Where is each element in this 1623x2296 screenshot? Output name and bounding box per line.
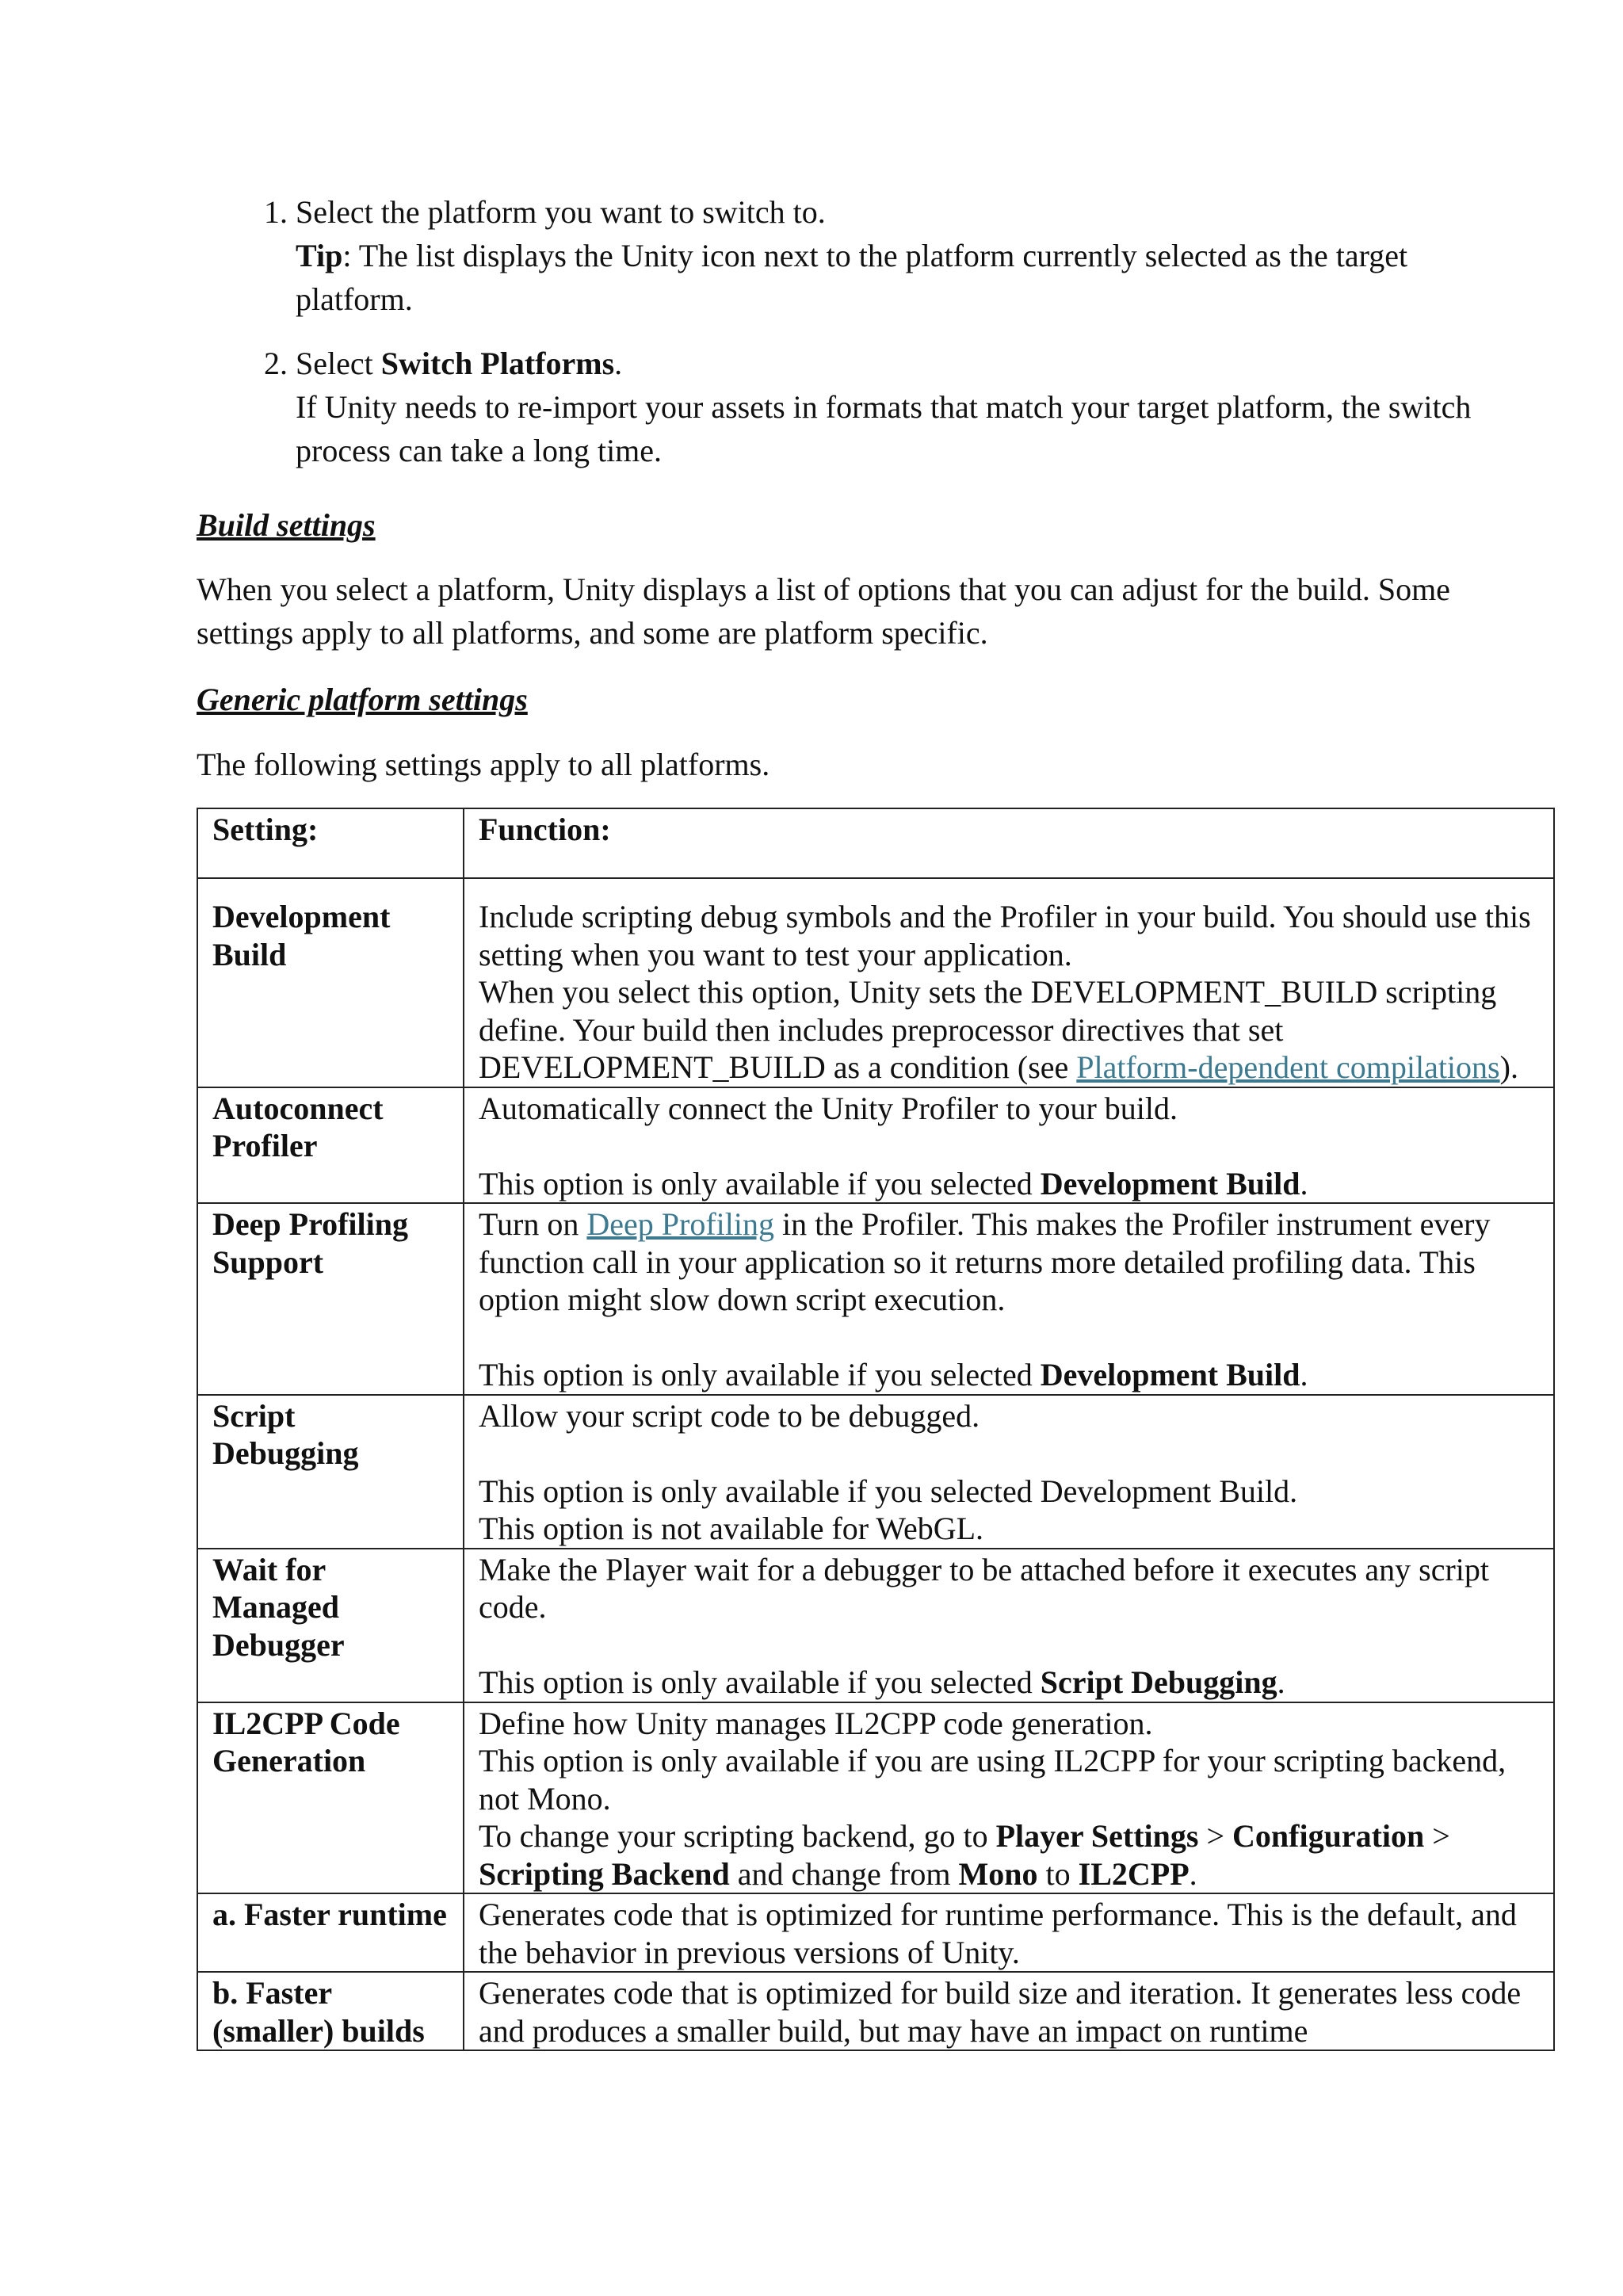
availability-note (479, 1664, 1539, 1702)
settings-table (197, 808, 1555, 2051)
note-text: This option is only available if you selected (479, 1165, 1041, 1201)
step-1-tip (296, 234, 1532, 321)
setting-name: a. Faster runtime (197, 1893, 464, 1972)
build-settings-heading: Build settings (197, 507, 376, 543)
instr-text: to (1037, 1855, 1079, 1892)
step-1 (296, 190, 1532, 321)
setting-name: Deep Profiling Support (197, 1203, 464, 1395)
setting-name: IL2CPP Code Generation (197, 1702, 464, 1894)
function-text-part: ). (1499, 1049, 1518, 1085)
setting-name: Script Debugging (197, 1395, 464, 1549)
note-bold: Development Build (1040, 1357, 1300, 1392)
switch-platform-steps (197, 190, 1532, 493)
instr-bold: Configuration (1232, 1818, 1425, 1854)
function-text: This option is only available if you are using IL2CPP for your scripting backend, not Mono. (479, 1743, 1507, 1817)
setting-name: Autoconnect Profiler (197, 1087, 464, 1204)
instr-bold: Mono (958, 1855, 1038, 1892)
setting-function: Generates code that is optimized for build size and iteration. It generates less code and produces a smaller build, but may have an impact on runtime (464, 1972, 1554, 2050)
note-bold: Script Debugging (1040, 1664, 1277, 1700)
availability-note (479, 1356, 1539, 1394)
setting-function (464, 1203, 1554, 1395)
step-1-text: 1. Select the platform you want to switch to. (296, 194, 826, 230)
setting-name: Development Build (197, 878, 464, 1087)
setting-function (464, 878, 1554, 1087)
deep-profiling-link[interactable]: Deep Profiling (586, 1206, 774, 1242)
instr-sep: > (1198, 1818, 1233, 1854)
function-text (479, 973, 1539, 1087)
table-row (197, 1087, 1554, 1204)
step-2 (296, 342, 1532, 472)
function-text: Allow your script code to be debugged. (479, 1397, 980, 1434)
header-function: Function: (464, 808, 1554, 878)
setting-function (464, 1087, 1554, 1204)
tip-label: Tip (296, 238, 343, 273)
table-header-row (197, 808, 1554, 878)
step-2-post: . (614, 346, 623, 381)
platform-dependent-compilations-link[interactable]: Platform-dependent compilations (1076, 1049, 1500, 1085)
table-row (197, 1203, 1554, 1395)
instr-sep: > (1424, 1818, 1450, 1854)
table-row (197, 1702, 1554, 1894)
generic-settings-text: The following settings apply to all platforms. (197, 747, 770, 782)
function-text (479, 1205, 1539, 1319)
function-text-part: Turn on (479, 1206, 587, 1242)
header-setting: Setting: (197, 808, 464, 878)
step-2-pre: Select (296, 346, 381, 381)
function-text: Make the Player wait for a debugger to be attached before it executes any script code. (479, 1551, 1490, 1625)
note-text: This option is only available if you selected (479, 1357, 1041, 1392)
table-row (197, 1972, 1554, 2050)
generic-settings-heading: Generic platform settings (197, 682, 528, 717)
note-text: This option is only available if you selected (479, 1664, 1041, 1700)
setting-function (464, 1395, 1554, 1549)
note-end: . (1277, 1664, 1285, 1700)
table-row (197, 1549, 1554, 1702)
webgl-note: This option is not available for WebGL. (479, 1511, 984, 1546)
setting-function (464, 1702, 1554, 1894)
instr-end: . (1189, 1855, 1197, 1892)
function-text-part: in the Profiler. This makes the Profiler instrument every function call in your application so it returns more detailed profiling data. This option might slow down script execution. (479, 1206, 1491, 1317)
note-end: . (1300, 1357, 1308, 1392)
setting-name: b. Faster (smaller) builds (197, 1972, 464, 2050)
build-settings-text: When you select a platform, Unity displays a list of options that you can adjust for the build. Some settings apply to all platforms, and some are platform specific. (197, 571, 1450, 651)
instr-bold: IL2CPP (1078, 1855, 1190, 1892)
availability-note (479, 1165, 1539, 1203)
setting-name: Wait for Managed Debugger (197, 1549, 464, 1702)
step-2-text (296, 342, 1532, 385)
tip-text: : The list displays the Unity icon next to the platform currently selected as the target platform. (296, 238, 1408, 317)
switch-platforms-label: Switch Platforms (380, 346, 615, 381)
table-row (197, 878, 1554, 1087)
table-row (197, 1395, 1554, 1549)
availability-note: This option is only available if you selected Development Build. (479, 1473, 1298, 1509)
note-end: . (1300, 1165, 1308, 1201)
note-bold: Development Build (1040, 1165, 1300, 1201)
setting-function: Generates code that is optimized for runtime performance. This is the default, and the behavior in previous versions of Unity. (464, 1893, 1554, 1972)
function-text-part: When you select this option, Unity sets the DEVELOPMENT_BUILD scripting define. Your build then includes preprocessor directives that set DEVELOPMENT_BUILD as a condition (see (479, 974, 1497, 1085)
step-2-detail: If Unity needs to re-import your assets in formats that match your target platform, the switch process can take a long time. (296, 389, 1472, 468)
setting-function (464, 1549, 1554, 1702)
function-text: Automatically connect the Unity Profiler to your build. (479, 1090, 1178, 1126)
backend-instructions (479, 1817, 1539, 1893)
instr-text: To change your scripting backend, go to (479, 1818, 996, 1854)
instr-text: and change from (729, 1855, 959, 1892)
instr-bold: Scripting Backend (479, 1855, 730, 1892)
table-row (197, 1893, 1554, 1972)
function-text: Define how Unity manages IL2CPP code generation. (479, 1705, 1153, 1741)
function-text: Include scripting debug symbols and the Profiler in your build. You should use this setting when you want to test your application. (479, 899, 1531, 972)
instr-bold: Player Settings (995, 1818, 1199, 1854)
